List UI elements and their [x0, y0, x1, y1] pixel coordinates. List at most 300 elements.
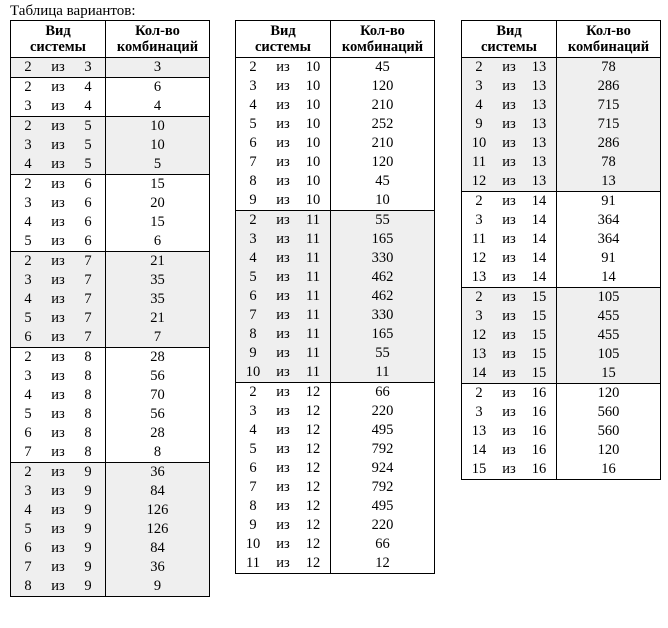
system-n: 10	[305, 192, 321, 208]
system-of-word: из	[51, 272, 65, 288]
count-header-line1: Кол-во	[586, 23, 631, 39]
system-n: 11	[306, 288, 320, 304]
system-n: 10	[305, 173, 321, 189]
table-row	[462, 249, 661, 268]
system-of-word: из	[502, 346, 516, 362]
system-n: 14	[531, 193, 547, 209]
system-cell	[11, 348, 106, 368]
system-of-word: из	[276, 307, 290, 323]
combinations-cell: 462	[331, 268, 435, 287]
combinations-cell: 91	[557, 249, 661, 268]
system-n: 5	[84, 137, 92, 153]
system-of-word: из	[502, 78, 516, 94]
system-cell	[236, 96, 331, 115]
table-row	[462, 403, 661, 422]
combinations-cell: 36	[106, 558, 210, 577]
system-cell	[236, 77, 331, 96]
system-cell	[236, 230, 331, 249]
system-k: 2	[24, 59, 32, 75]
system-k: 8	[24, 578, 32, 594]
system-n: 13	[531, 59, 547, 75]
system-k: 4	[475, 97, 483, 113]
table-row	[236, 516, 435, 535]
system-cell	[11, 328, 106, 348]
system-k: 11	[472, 154, 486, 170]
system-of-word: из	[502, 385, 516, 401]
system-k: 2	[249, 59, 257, 75]
system-n: 12	[305, 384, 321, 400]
system-cell	[236, 516, 331, 535]
system-k: 7	[249, 479, 257, 495]
system-k: 5	[24, 521, 32, 537]
system-of-word: из	[502, 308, 516, 324]
system-n: 10	[305, 154, 321, 170]
system-k: 7	[24, 444, 32, 460]
system-cell	[11, 482, 106, 501]
system-cell	[11, 424, 106, 443]
system-n: 12	[305, 441, 321, 457]
system-cell	[236, 172, 331, 191]
table-row	[11, 558, 210, 577]
system-n: 13	[531, 78, 547, 94]
system-of-word: из	[51, 425, 65, 441]
system-n: 8	[84, 387, 92, 403]
system-of-word: из	[51, 559, 65, 575]
system-k: 3	[475, 308, 483, 324]
combinations-cell: 105	[557, 345, 661, 364]
system-n: 14	[531, 269, 547, 285]
table-row	[462, 211, 661, 230]
combinations-cell: 66	[331, 535, 435, 554]
combinations-cell: 220	[331, 516, 435, 535]
table-row	[462, 326, 661, 345]
system-cell	[11, 290, 106, 309]
table-row	[236, 440, 435, 459]
system-cell	[462, 115, 557, 134]
system-n: 9	[84, 521, 92, 537]
system-n: 15	[531, 365, 547, 381]
system-of-word: из	[51, 578, 65, 594]
combinations-cell: 11	[331, 363, 435, 383]
table-row	[236, 383, 435, 403]
system-n: 12	[305, 422, 321, 438]
count-header	[331, 21, 435, 58]
system-cell	[462, 326, 557, 345]
table-row	[11, 386, 210, 405]
table-row	[236, 77, 435, 96]
table-row	[236, 230, 435, 249]
system-k: 6	[249, 135, 257, 151]
table-row	[11, 290, 210, 309]
table-row	[462, 172, 661, 192]
system-n: 6	[84, 195, 92, 211]
system-n: 13	[531, 135, 547, 151]
system-of-word: из	[51, 137, 65, 153]
system-cell	[236, 402, 331, 421]
table-row	[236, 153, 435, 172]
system-k: 6	[249, 460, 257, 476]
system-header-line1: Вид	[270, 23, 296, 39]
combinations-cell: 715	[557, 96, 661, 115]
system-n: 11	[306, 250, 320, 266]
system-k: 13	[471, 269, 487, 285]
combinations-cell: 9	[106, 577, 210, 597]
system-n: 9	[84, 578, 92, 594]
system-n: 16	[531, 461, 547, 477]
system-n: 8	[84, 349, 92, 365]
system-of-word: из	[51, 59, 65, 75]
system-k: 14	[471, 365, 487, 381]
table-row	[236, 96, 435, 115]
system-cell	[462, 58, 557, 78]
system-k: 8	[249, 173, 257, 189]
system-of-word: из	[502, 250, 516, 266]
system-n: 16	[531, 385, 547, 401]
table-row	[11, 463, 210, 483]
system-of-word: из	[51, 444, 65, 460]
system-of-word: из	[276, 384, 290, 400]
system-k: 7	[249, 307, 257, 323]
system-cell	[236, 325, 331, 344]
combinations-cell: 78	[557, 153, 661, 172]
system-cell	[236, 191, 331, 211]
system-of-word: из	[502, 404, 516, 420]
system-of-word: из	[51, 195, 65, 211]
system-k: 12	[471, 327, 487, 343]
system-n: 15	[531, 308, 547, 324]
system-n: 14	[531, 231, 547, 247]
combinations-cell: 10	[106, 136, 210, 155]
system-n: 13	[531, 173, 547, 189]
system-n: 7	[84, 310, 92, 326]
table-row	[236, 421, 435, 440]
system-k: 2	[24, 79, 32, 95]
system-k: 6	[24, 329, 32, 345]
combinations-cell: 28	[106, 424, 210, 443]
system-of-word: из	[51, 387, 65, 403]
table-row	[236, 287, 435, 306]
combinations-cell: 7	[106, 328, 210, 348]
table-row	[11, 194, 210, 213]
system-k: 8	[249, 498, 257, 514]
table-row	[11, 520, 210, 539]
system-n: 11	[306, 212, 320, 228]
table-row	[11, 117, 210, 137]
system-cell	[236, 134, 331, 153]
system-n: 15	[531, 289, 547, 305]
system-n: 6	[84, 176, 92, 192]
system-of-word: из	[276, 212, 290, 228]
system-k: 2	[475, 289, 483, 305]
system-n: 4	[84, 98, 92, 114]
system-cell	[11, 232, 106, 252]
combinations-cell: 715	[557, 115, 661, 134]
system-n: 9	[84, 540, 92, 556]
system-cell	[236, 211, 331, 231]
table-row	[11, 213, 210, 232]
system-of-word: из	[502, 231, 516, 247]
system-k: 15	[471, 461, 487, 477]
system-n: 12	[305, 536, 321, 552]
system-header	[236, 21, 331, 58]
system-k: 2	[249, 384, 257, 400]
combinations-cell: 56	[106, 367, 210, 386]
system-cell	[236, 287, 331, 306]
system-n: 4	[84, 79, 92, 95]
system-of-word: из	[276, 97, 290, 113]
variants-table-3	[461, 20, 661, 480]
system-k: 2	[24, 253, 32, 269]
combinations-cell: 364	[557, 211, 661, 230]
system-of-word: из	[502, 365, 516, 381]
system-n: 12	[305, 403, 321, 419]
system-n: 8	[84, 444, 92, 460]
system-n: 14	[531, 250, 547, 266]
combinations-cell: 286	[557, 134, 661, 153]
system-cell	[11, 136, 106, 155]
table-row	[236, 535, 435, 554]
system-k: 8	[249, 326, 257, 342]
system-n: 6	[84, 214, 92, 230]
system-header	[11, 21, 106, 58]
system-k: 4	[24, 214, 32, 230]
combinations-cell: 495	[331, 497, 435, 516]
combinations-cell: 45	[331, 58, 435, 78]
system-of-word: из	[276, 288, 290, 304]
combinations-cell: 462	[331, 287, 435, 306]
system-of-word: из	[51, 214, 65, 230]
system-header-line2: системы	[30, 39, 86, 55]
system-of-word: из	[276, 269, 290, 285]
combinations-cell: 210	[331, 134, 435, 153]
table-row	[11, 155, 210, 175]
system-cell	[11, 78, 106, 98]
system-of-word: из	[502, 423, 516, 439]
table-row	[11, 367, 210, 386]
system-cell	[462, 288, 557, 308]
system-n: 11	[306, 364, 320, 380]
table-row	[462, 96, 661, 115]
combinations-cell: 55	[331, 211, 435, 231]
system-of-word: из	[51, 502, 65, 518]
system-of-word: из	[51, 233, 65, 249]
system-cell	[11, 405, 106, 424]
table-row	[462, 441, 661, 460]
system-k: 3	[24, 368, 32, 384]
system-cell	[11, 271, 106, 290]
system-k: 4	[24, 156, 32, 172]
table-row	[236, 459, 435, 478]
system-k: 3	[249, 78, 257, 94]
system-k: 6	[24, 540, 32, 556]
system-k: 3	[249, 231, 257, 247]
system-of-word: из	[276, 231, 290, 247]
system-of-word: из	[502, 59, 516, 75]
combinations-cell: 165	[331, 230, 435, 249]
system-of-word: из	[502, 116, 516, 132]
system-k: 5	[24, 233, 32, 249]
table-row	[236, 211, 435, 231]
system-n: 9	[84, 502, 92, 518]
system-k: 9	[249, 192, 257, 208]
table-row	[236, 554, 435, 574]
combinations-cell: 4	[106, 97, 210, 117]
system-of-word: из	[276, 154, 290, 170]
system-of-word: из	[51, 98, 65, 114]
system-cell	[11, 175, 106, 195]
system-cell	[462, 134, 557, 153]
system-cell	[11, 463, 106, 483]
table-row	[11, 577, 210, 597]
system-of-word: из	[502, 97, 516, 113]
system-n: 6	[84, 233, 92, 249]
system-of-word: из	[276, 517, 290, 533]
system-cell	[11, 520, 106, 539]
table-row	[462, 77, 661, 96]
combinations-cell: 16	[557, 460, 661, 480]
combinations-cell: 56	[106, 405, 210, 424]
system-n: 10	[305, 59, 321, 75]
table-row	[462, 460, 661, 480]
table-row	[236, 344, 435, 363]
combinations-cell: 286	[557, 77, 661, 96]
count-header-line2: комбинаций	[341, 39, 424, 55]
system-k: 6	[24, 425, 32, 441]
system-cell	[236, 535, 331, 554]
table-row	[462, 153, 661, 172]
table-row	[236, 402, 435, 421]
system-of-word: из	[51, 368, 65, 384]
table-row	[236, 191, 435, 211]
table-row	[236, 115, 435, 134]
combinations-cell: 10	[106, 117, 210, 137]
system-k: 10	[471, 135, 487, 151]
combinations-cell: 455	[557, 307, 661, 326]
system-n: 7	[84, 253, 92, 269]
combinations-cell: 36	[106, 463, 210, 483]
system-k: 5	[249, 116, 257, 132]
system-cell	[462, 403, 557, 422]
system-k: 6	[249, 288, 257, 304]
system-n: 10	[305, 78, 321, 94]
system-of-word: из	[502, 289, 516, 305]
table-row	[11, 348, 210, 368]
system-k: 2	[24, 118, 32, 134]
table-row	[11, 97, 210, 117]
combinations-cell: 126	[106, 501, 210, 520]
combinations-cell: 120	[557, 384, 661, 404]
combinations-cell: 13	[557, 172, 661, 192]
count-header-line2: комбинаций	[567, 39, 650, 55]
system-of-word: из	[276, 345, 290, 361]
variants-table-1	[10, 20, 210, 597]
system-cell	[462, 268, 557, 288]
system-of-word: из	[51, 156, 65, 172]
table-row	[462, 345, 661, 364]
combinations-cell: 560	[557, 422, 661, 441]
system-of-word: из	[502, 193, 516, 209]
table-row	[236, 249, 435, 268]
system-cell	[462, 307, 557, 326]
system-n: 11	[306, 307, 320, 323]
table-row	[462, 58, 661, 78]
system-of-word: из	[51, 118, 65, 134]
system-cell	[462, 211, 557, 230]
system-cell	[11, 58, 106, 78]
table-row	[11, 232, 210, 252]
system-cell	[11, 558, 106, 577]
system-of-word: из	[276, 555, 290, 571]
system-of-word: из	[51, 464, 65, 480]
table-row	[462, 422, 661, 441]
combinations-cell: 120	[331, 77, 435, 96]
table-row	[462, 364, 661, 384]
combinations-cell: 120	[557, 441, 661, 460]
system-cell	[236, 363, 331, 383]
system-of-word: из	[502, 154, 516, 170]
count-header	[557, 21, 661, 58]
system-cell	[11, 194, 106, 213]
system-of-word: из	[51, 79, 65, 95]
system-of-word: из	[51, 253, 65, 269]
system-cell	[11, 367, 106, 386]
system-of-word: из	[51, 406, 65, 422]
system-n: 12	[305, 479, 321, 495]
combinations-cell: 792	[331, 478, 435, 497]
system-n: 5	[84, 156, 92, 172]
system-k: 4	[249, 250, 257, 266]
combinations-cell: 252	[331, 115, 435, 134]
system-n: 12	[305, 460, 321, 476]
system-cell	[11, 309, 106, 328]
system-of-word: из	[276, 116, 290, 132]
system-of-word: из	[276, 479, 290, 495]
table-row	[11, 136, 210, 155]
system-k: 3	[475, 212, 483, 228]
system-k: 10	[245, 364, 261, 380]
system-of-word: из	[502, 212, 516, 228]
system-cell	[236, 344, 331, 363]
system-k: 4	[24, 291, 32, 307]
system-k: 4	[24, 502, 32, 518]
system-of-word: из	[276, 192, 290, 208]
system-k: 11	[472, 231, 486, 247]
combinations-cell: 924	[331, 459, 435, 478]
table-row	[236, 306, 435, 325]
combinations-cell: 84	[106, 539, 210, 558]
system-cell	[462, 422, 557, 441]
system-of-word: из	[276, 173, 290, 189]
system-of-word: из	[502, 327, 516, 343]
table-row	[11, 328, 210, 348]
system-n: 11	[306, 231, 320, 247]
system-cell	[11, 577, 106, 597]
system-n: 12	[305, 498, 321, 514]
system-k: 11	[246, 555, 260, 571]
system-n: 11	[306, 345, 320, 361]
system-k: 2	[475, 59, 483, 75]
system-of-word: из	[502, 461, 516, 477]
combinations-cell: 15	[106, 175, 210, 195]
system-cell	[236, 115, 331, 134]
combinations-cell: 330	[331, 249, 435, 268]
system-cell	[236, 268, 331, 287]
system-cell	[11, 97, 106, 117]
system-k: 3	[24, 195, 32, 211]
table-row	[236, 363, 435, 383]
system-n: 12	[305, 555, 321, 571]
system-k: 4	[249, 97, 257, 113]
